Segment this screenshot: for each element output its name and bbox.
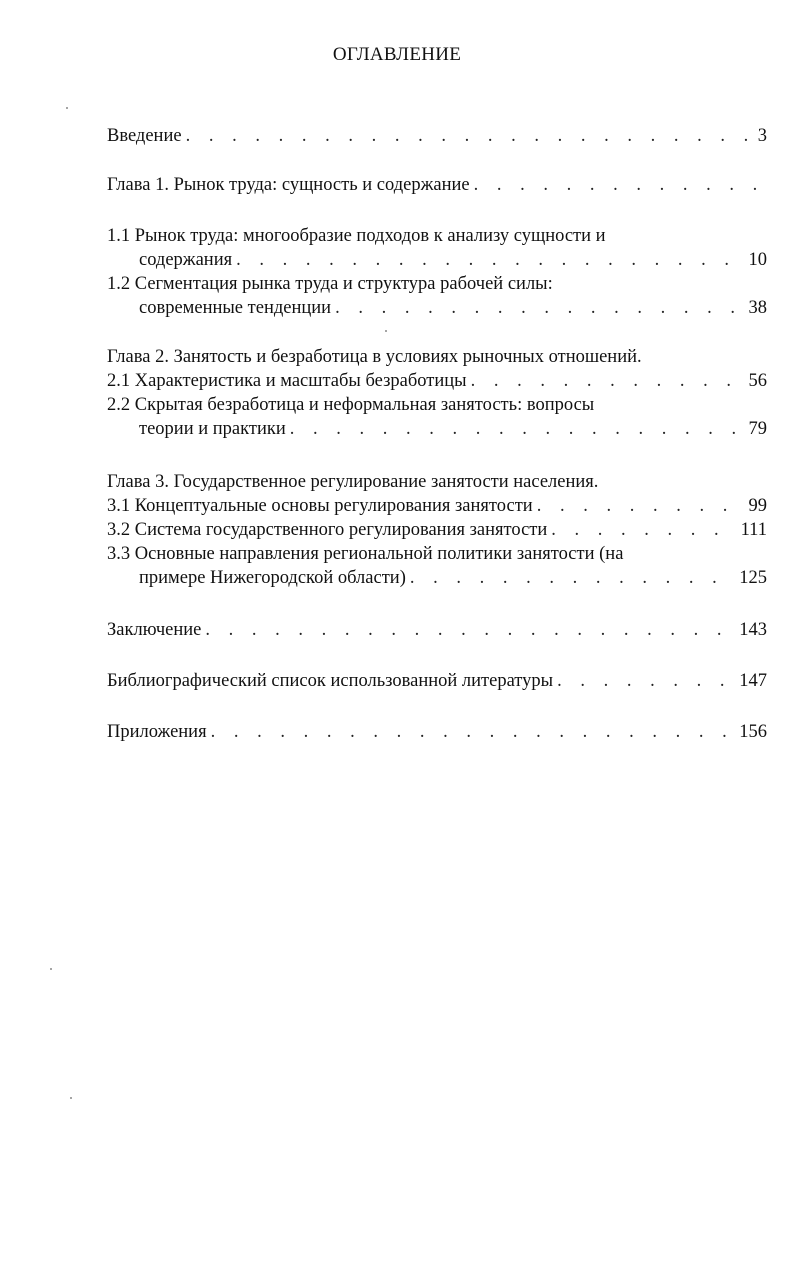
toc-intro [107, 124, 767, 148]
leader-dots [236, 248, 744, 272]
toc-label: Библиографический список использованной литературы [107, 671, 554, 691]
toc-page-number: 10 [748, 250, 767, 270]
scan-speck [50, 968, 52, 970]
section-title: 1.2 Сегментация рынка труда и структура рабочей силы: [107, 274, 553, 294]
section-title-cont: современные тенденции [139, 298, 332, 318]
leader-dots [474, 173, 763, 197]
toc-page-number: 79 [748, 419, 767, 439]
scan-speck [66, 107, 68, 109]
chapter-title: Глава 2. Занятость и безработица в условиях рыночных отношений. [107, 347, 642, 367]
toc-page-number: 56 [748, 371, 767, 391]
leader-dots [211, 720, 736, 744]
leader-dots [205, 618, 735, 642]
leader-dots [551, 518, 736, 542]
toc-appendix [107, 720, 767, 744]
section-title: 3.2 Система государственного регулирования занятости [107, 520, 548, 540]
toc-section-1-1 [107, 224, 767, 272]
toc-page-number: 125 [739, 568, 767, 588]
toc-page-number: 143 [739, 620, 767, 640]
section-title: 1.1 Рынок труда: многообразие подходов к анализу сущности и [107, 226, 606, 246]
toc-bibliography [107, 669, 767, 693]
toc-section-1-2 [107, 272, 767, 320]
toc-label: Заключение [107, 620, 202, 640]
toc-conclusion [107, 618, 767, 642]
toc-chapter-2 [107, 345, 767, 441]
chapter-title: Глава 1. Рынок труда: сущность и содержание [107, 175, 470, 195]
section-title: 3.3 Основные направления региональной политики занятости (на [107, 544, 624, 564]
toc-chapter-3 [107, 470, 767, 590]
toc-page-number: 99 [748, 496, 767, 516]
toc-page-number: 111 [740, 520, 767, 540]
toc-page-number: 38 [748, 298, 767, 318]
scan-speck [385, 330, 387, 332]
scan-speck [70, 1097, 72, 1099]
section-title: 2.2 Скрытая безработица и неформальная занятость: вопросы [107, 395, 595, 415]
toc-page-number: 3 [757, 126, 767, 146]
page-title: ОГЛАВЛЕНИЕ [332, 44, 462, 65]
toc-label: Приложения [107, 722, 207, 742]
section-title-cont: теории и практики [139, 419, 286, 439]
toc-page-number: 147 [739, 671, 767, 691]
leader-dots [557, 669, 735, 693]
toc-page-number: 156 [739, 722, 767, 742]
section-title: 2.1 Характеристика и масштабы безработицы [107, 371, 467, 391]
leader-dots [186, 124, 754, 148]
leader-dots [410, 566, 735, 590]
leader-dots [335, 296, 744, 320]
section-title: 3.1 Концептуальные основы регулирования занятости [107, 496, 533, 516]
leader-dots [537, 494, 745, 518]
toc-chapter-1 [107, 173, 767, 197]
toc-label: Введение [107, 126, 182, 146]
leader-dots [471, 369, 745, 393]
chapter-title: Глава 3. Государственное регулирование занятости населения. [107, 472, 599, 492]
leader-dots [290, 417, 745, 441]
section-title-cont: примере Нижегородской области) [139, 568, 406, 588]
section-title-cont: содержания [139, 250, 233, 270]
